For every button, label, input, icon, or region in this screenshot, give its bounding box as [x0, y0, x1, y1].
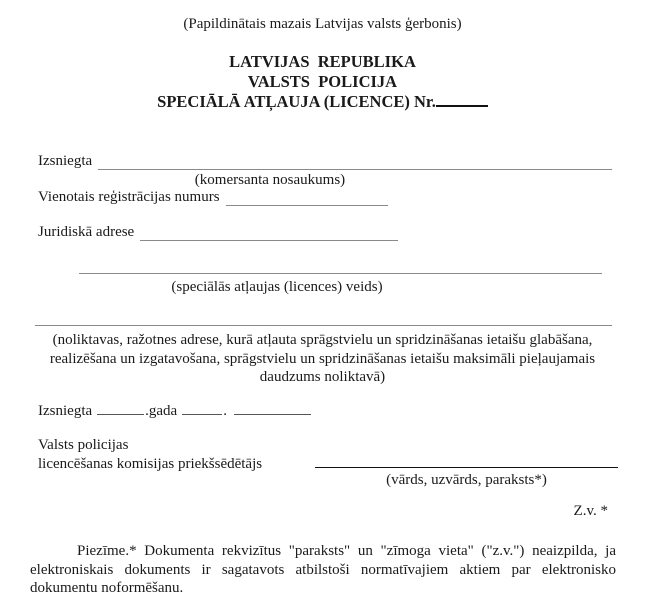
reg-number-row	[38, 189, 612, 206]
legal-address-fill-line	[140, 224, 398, 241]
title-block	[0, 52, 645, 112]
legal-address-label: Juridiskā adrese	[38, 224, 135, 240]
title-country: LATVIJAS REPUBLIKA	[229, 52, 416, 71]
title-license-label: SPECIĀLĀ ATĻAUJA (LICENCE) Nr.	[157, 92, 436, 111]
issue-date-month-blank	[234, 401, 311, 415]
signature-sublabel: (vārds, uzvārds, paraksts*)	[386, 472, 547, 488]
license-type-sublabel: (speciālās atļaujas (licences) veids)	[171, 279, 383, 295]
warehouse-note-line: (noliktavas, ražotnes adrese, kurā atļauta sprāgstvielu un spridzināšanas ietaišu glabāšana,	[52, 332, 593, 348]
title-license-number-line	[0, 92, 645, 112]
issue-date-day-suffix: .	[223, 403, 227, 419]
issue-date-day-blank	[182, 401, 222, 415]
issue-date-label: Izsniegta	[38, 403, 93, 419]
issue-date-year-blank	[97, 401, 144, 415]
issuer-role-line: licencēšanas komisijas priekšsēdētājs	[38, 455, 263, 472]
license-number-blank-line	[436, 92, 488, 107]
coat-of-arms-note: (Papildinātais mazais Latvijas valsts ģerbonis)	[183, 16, 462, 32]
warehouse-note-line: realizēšana un izgatavošana, sprāgstvielu un spridzināšanas ietaišu maksimāli pieļaujamais	[49, 350, 596, 367]
warehouse-fill-line	[35, 325, 612, 326]
issued-to-label: Izsniegta	[38, 153, 93, 169]
reg-number-label: Vienotais reģistrācijas numurs	[38, 189, 220, 205]
footnote: Piezīme.* Dokumenta rekvizītus "paraksts" un "zīmoga vieta" ("z.v.") neaizpilda, ja elektroniskais dokuments ir sagatavots atbilstoši normatīvajiem aktiem par elektronisko dokumentu noformēšanu.	[30, 543, 616, 596]
title-authority: VALSTS POLICIJA	[247, 72, 398, 91]
merchant-name-sublabel: (komersanta nosaukums)	[194, 172, 346, 188]
seal-mark: Z.v. *	[573, 503, 608, 519]
issuer-block	[38, 436, 338, 473]
warehouse-note-line: daudzums noliktavā)	[259, 369, 386, 385]
signature-line	[315, 467, 618, 468]
legal-address-row	[38, 224, 612, 241]
issue-date-row	[38, 401, 612, 420]
issued-to-fill-line	[98, 153, 612, 170]
issued-to-row	[38, 153, 612, 170]
issue-date-year-suffix: .gada	[145, 403, 178, 419]
license-type-fill-line	[79, 273, 602, 274]
warehouse-note	[36, 331, 609, 387]
issuer-org-line: Valsts policijas	[38, 437, 129, 453]
reg-number-fill-line	[226, 189, 388, 206]
